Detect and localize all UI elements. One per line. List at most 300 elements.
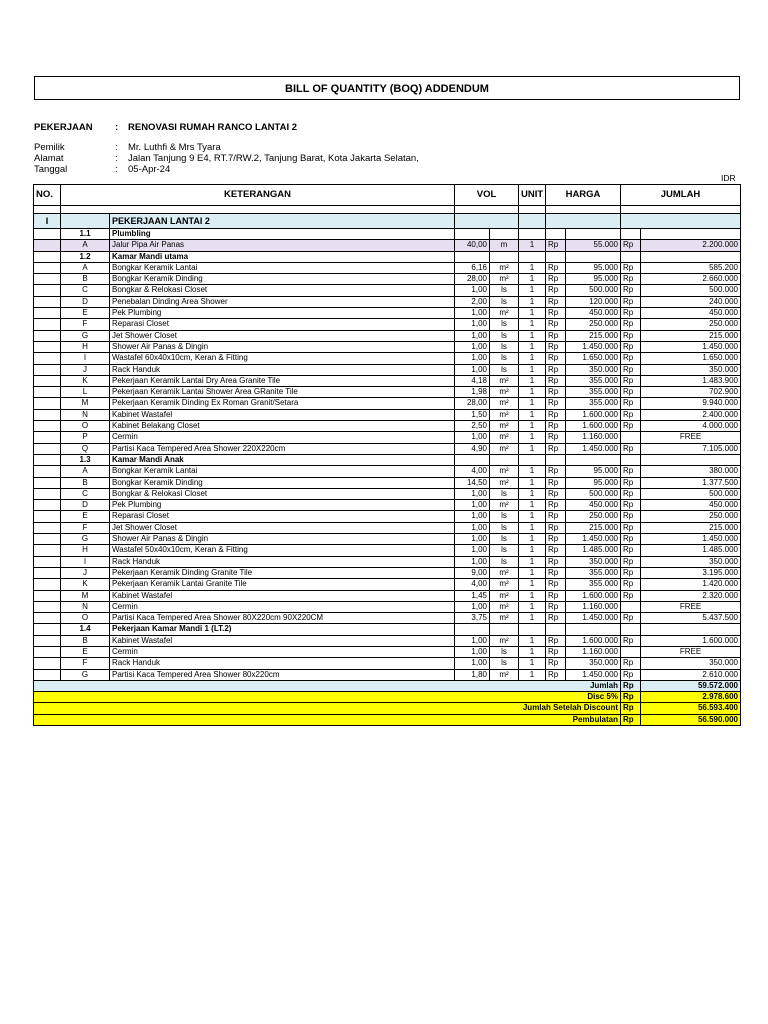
cell-empty <box>566 624 621 635</box>
item-description: Bongkar & Relokasi Closet <box>110 488 455 499</box>
group-row <box>34 624 741 635</box>
cell-empty <box>455 624 490 635</box>
cell-empty <box>34 353 61 364</box>
item-description: Pekerjaan Keramik Dinding Granite Tile <box>110 567 455 578</box>
item-volume: 4,00 <box>455 579 490 590</box>
table-row <box>34 545 741 556</box>
item-volume: 4,18 <box>455 375 490 386</box>
item-total-currency: Rp <box>621 466 641 477</box>
item-total: 250.000 <box>641 511 741 522</box>
item-description: Pekerjaan Keramik Lantai Granite Tile <box>110 579 455 590</box>
tanggal-label: Tanggal <box>34 164 68 175</box>
item-total-currency: Rp <box>621 477 641 488</box>
table-row <box>34 500 741 511</box>
item-price: 250.000 <box>566 511 621 522</box>
cell-empty <box>546 214 621 229</box>
item-total: 215.000 <box>641 522 741 533</box>
item-price: 55.000 <box>566 240 621 251</box>
item-price-currency: Rp <box>546 545 566 556</box>
cell-empty <box>455 214 519 229</box>
item-code: A <box>61 466 110 477</box>
header-no: NO. <box>34 185 61 206</box>
summary-row <box>34 680 741 691</box>
item-total: 2.610.000 <box>641 669 741 680</box>
item-unit: m² <box>490 398 519 409</box>
group-label: Pekerjaan Kamar Mandi 1 (LT.2) <box>110 624 455 635</box>
item-total-currency: Rp <box>621 262 641 273</box>
item-total: 380.000 <box>641 466 741 477</box>
cell-empty <box>34 511 61 522</box>
item-quantity: 1 <box>519 545 546 556</box>
item-total-currency: Rp <box>621 409 641 420</box>
item-price: 450.000 <box>566 500 621 511</box>
cell-empty <box>621 624 641 635</box>
item-price: 1.160.000 <box>566 646 621 657</box>
item-code: P <box>61 432 110 443</box>
item-price-currency: Rp <box>546 601 566 612</box>
cell-empty <box>641 229 741 240</box>
item-unit: m² <box>490 375 519 386</box>
cell-empty <box>641 454 741 465</box>
item-code: O <box>61 421 110 432</box>
item-unit: m² <box>490 500 519 511</box>
item-price-currency: Rp <box>546 488 566 499</box>
table-row <box>34 579 741 590</box>
item-volume: 1,45 <box>455 590 490 601</box>
pemilik-label: Pemilik <box>34 142 65 153</box>
item-quantity: 1 <box>519 319 546 330</box>
item-unit: m² <box>490 409 519 420</box>
item-total-currency: Rp <box>621 375 641 386</box>
item-volume: 2,00 <box>455 296 490 307</box>
header-jumlah: JUMLAH <box>621 185 741 206</box>
item-code: N <box>61 601 110 612</box>
item-unit: m² <box>490 590 519 601</box>
item-total: 2.660.000 <box>641 274 741 285</box>
item-price: 1.450.000 <box>566 443 621 454</box>
item-total-currency: Rp <box>621 534 641 545</box>
item-volume: 1,00 <box>455 556 490 567</box>
item-price: 95.000 <box>566 477 621 488</box>
item-volume: 28,00 <box>455 274 490 285</box>
cell-empty <box>34 646 61 657</box>
item-price-currency: Rp <box>546 500 566 511</box>
item-volume: 1,00 <box>455 364 490 375</box>
item-total-currency: Rp <box>621 669 641 680</box>
currency-label: IDR <box>721 173 736 183</box>
item-quantity: 1 <box>519 635 546 646</box>
table-body <box>34 206 741 726</box>
cell-empty <box>566 251 621 262</box>
cell-empty <box>455 454 490 465</box>
item-volume: 1,00 <box>455 488 490 499</box>
cell-empty <box>621 229 641 240</box>
cell-empty <box>566 454 621 465</box>
item-price-currency: Rp <box>546 341 566 352</box>
item-price-currency: Rp <box>546 443 566 454</box>
cell-empty <box>621 251 641 262</box>
cell-empty <box>641 251 741 262</box>
item-code: A <box>61 262 110 273</box>
item-price: 1.160.000 <box>566 601 621 612</box>
table-row <box>34 511 741 522</box>
cell-empty <box>34 669 61 680</box>
summary-value: 2.978.600 <box>641 692 741 703</box>
item-volume: 1,00 <box>455 646 490 657</box>
cell-empty <box>34 375 61 386</box>
cell-empty <box>61 206 455 214</box>
item-total-currency: Rp <box>621 545 641 556</box>
item-price-currency: Rp <box>546 556 566 567</box>
item-total: 350.000 <box>641 364 741 375</box>
item-quantity: 1 <box>519 341 546 352</box>
item-total-currency <box>621 646 641 657</box>
item-price: 95.000 <box>566 262 621 273</box>
item-quantity: 1 <box>519 296 546 307</box>
item-volume: 14,50 <box>455 477 490 488</box>
cell-empty <box>621 454 641 465</box>
item-unit: m² <box>490 308 519 319</box>
item-code: F <box>61 522 110 533</box>
alamat-label: Alamat <box>34 153 64 164</box>
item-price-currency: Rp <box>546 522 566 533</box>
cell-empty <box>34 522 61 533</box>
cell-empty <box>34 308 61 319</box>
cell-empty <box>621 214 741 229</box>
item-volume: 2,50 <box>455 421 490 432</box>
item-unit: m² <box>490 613 519 624</box>
group-number: 1.3 <box>61 454 110 465</box>
summary-row <box>34 692 741 703</box>
tanggal-colon: : <box>115 164 118 175</box>
item-unit: m² <box>490 477 519 488</box>
item-price-currency: Rp <box>546 646 566 657</box>
header-keterangan: KETERANGAN <box>61 185 455 206</box>
item-total-currency: Rp <box>621 590 641 601</box>
item-price-currency: Rp <box>546 567 566 578</box>
cell-empty <box>34 635 61 646</box>
summary-row <box>34 703 741 714</box>
item-total-currency: Rp <box>621 308 641 319</box>
table-row <box>34 353 741 364</box>
cell-empty <box>34 398 61 409</box>
item-price: 350.000 <box>566 556 621 567</box>
item-total: 350.000 <box>641 556 741 567</box>
cell-empty <box>34 534 61 545</box>
cell-empty <box>34 432 61 443</box>
item-total-currency: Rp <box>621 353 641 364</box>
cell-empty <box>34 251 61 262</box>
cell-empty <box>34 454 61 465</box>
item-code: G <box>61 534 110 545</box>
header-vol: VOL <box>455 185 519 206</box>
cell-empty <box>566 229 621 240</box>
spacer-row <box>34 206 741 214</box>
item-unit: m² <box>490 579 519 590</box>
pemilik-value: Mr. Luthfi & Mrs Tyara <box>128 142 221 153</box>
item-price-currency: Rp <box>546 635 566 646</box>
item-price: 1.160.000 <box>566 432 621 443</box>
item-price-currency: Rp <box>546 421 566 432</box>
item-code: H <box>61 545 110 556</box>
item-total: 7.105.000 <box>641 443 741 454</box>
item-quantity: 1 <box>519 477 546 488</box>
item-code: L <box>61 387 110 398</box>
cell-empty <box>455 206 519 214</box>
item-code: B <box>61 635 110 646</box>
item-total-currency <box>621 432 641 443</box>
item-total: 1.377.500 <box>641 477 741 488</box>
cell-empty <box>34 319 61 330</box>
cell-empty <box>34 545 61 556</box>
item-volume: 1,00 <box>455 500 490 511</box>
item-volume: 6,16 <box>455 262 490 273</box>
item-quantity: 1 <box>519 398 546 409</box>
item-price-currency: Rp <box>546 398 566 409</box>
summary-label: Jumlah Setelah Discount <box>34 703 621 714</box>
item-description: Rack Handuk <box>110 658 455 669</box>
item-description: Wastafel 60x40x10cm, Keran & Fitting <box>110 353 455 364</box>
item-total-currency: Rp <box>621 274 641 285</box>
cell-empty <box>519 454 546 465</box>
cell-empty <box>34 556 61 567</box>
item-price: 250.000 <box>566 319 621 330</box>
table-row <box>34 341 741 352</box>
group-number: 1.2 <box>61 251 110 262</box>
table-row <box>34 375 741 386</box>
cell-empty <box>34 624 61 635</box>
table-row <box>34 409 741 420</box>
item-total: FREE <box>641 432 741 443</box>
item-total: 350.000 <box>641 658 741 669</box>
item-quantity: 1 <box>519 658 546 669</box>
cell-empty <box>621 206 741 214</box>
item-total: 450.000 <box>641 308 741 319</box>
cell-empty <box>546 206 621 214</box>
item-code: I <box>61 556 110 567</box>
item-total: FREE <box>641 601 741 612</box>
item-unit: m² <box>490 421 519 432</box>
header-unit: UNIT <box>519 185 546 206</box>
item-code: N <box>61 409 110 420</box>
item-quantity: 1 <box>519 500 546 511</box>
table-row <box>34 669 741 680</box>
item-description: Pek Plumbing <box>110 308 455 319</box>
item-unit: m² <box>490 443 519 454</box>
item-unit: m² <box>490 567 519 578</box>
cell-empty <box>519 229 546 240</box>
item-quantity: 1 <box>519 669 546 680</box>
table-row <box>34 274 741 285</box>
cell-empty <box>34 613 61 624</box>
table-row <box>34 477 741 488</box>
item-unit: m² <box>490 669 519 680</box>
cell-empty <box>61 214 110 229</box>
item-code: F <box>61 658 110 669</box>
item-description: Penebalan Dinding Area Shower <box>110 296 455 307</box>
group-label: Kamar Mandi utama <box>110 251 455 262</box>
table-header <box>34 185 741 206</box>
item-unit: m² <box>490 262 519 273</box>
item-price-currency: Rp <box>546 477 566 488</box>
item-price: 355.000 <box>566 375 621 386</box>
item-unit: ls <box>490 319 519 330</box>
item-code: I <box>61 353 110 364</box>
item-total: 1.450.000 <box>641 341 741 352</box>
pekerjaan-label: PEKERJAAN <box>34 122 93 133</box>
summary-currency: Rp <box>621 692 641 703</box>
table-row <box>34 590 741 601</box>
cell-empty <box>34 229 61 240</box>
item-quantity: 1 <box>519 364 546 375</box>
item-total: 1.450.000 <box>641 534 741 545</box>
item-price-currency: Rp <box>546 319 566 330</box>
item-total-currency: Rp <box>621 285 641 296</box>
item-total-currency: Rp <box>621 240 641 251</box>
item-description: Kabinet Wastafel <box>110 409 455 420</box>
item-total: 2.320.000 <box>641 590 741 601</box>
item-total: 9.940.000 <box>641 398 741 409</box>
item-volume: 4,90 <box>455 443 490 454</box>
cell-empty <box>34 443 61 454</box>
cell-empty <box>34 466 61 477</box>
item-volume: 1,00 <box>455 511 490 522</box>
group-label: Kamar Mandi Anak <box>110 454 455 465</box>
item-code: M <box>61 590 110 601</box>
table-row <box>34 635 741 646</box>
item-quantity: 1 <box>519 421 546 432</box>
item-unit: m² <box>490 601 519 612</box>
cell-empty <box>519 624 546 635</box>
item-volume: 3,75 <box>455 613 490 624</box>
item-description: Pekerjaan Keramik Dinding Ex Roman Granit/Setara <box>110 398 455 409</box>
item-code: A <box>61 240 110 251</box>
item-total: 1.485.000 <box>641 545 741 556</box>
item-volume: 1,00 <box>455 353 490 364</box>
table-row <box>34 658 741 669</box>
item-code: J <box>61 567 110 578</box>
item-quantity: 1 <box>519 285 546 296</box>
summary-label: Disc 5% <box>34 692 621 703</box>
item-quantity: 1 <box>519 409 546 420</box>
item-description: Rack Handuk <box>110 364 455 375</box>
table-row <box>34 613 741 624</box>
item-price: 1.600.000 <box>566 421 621 432</box>
item-unit: ls <box>490 341 519 352</box>
item-code: C <box>61 488 110 499</box>
cell-empty <box>34 206 61 214</box>
group-row <box>34 454 741 465</box>
cell-empty <box>490 624 519 635</box>
item-total-currency: Rp <box>621 488 641 499</box>
item-total-currency: Rp <box>621 330 641 341</box>
item-volume: 1,00 <box>455 319 490 330</box>
item-unit: m² <box>490 432 519 443</box>
item-total: 1.600.000 <box>641 635 741 646</box>
item-price: 355.000 <box>566 567 621 578</box>
item-price: 95.000 <box>566 274 621 285</box>
item-total-currency: Rp <box>621 579 641 590</box>
item-price: 500.000 <box>566 285 621 296</box>
item-code: E <box>61 308 110 319</box>
item-total: 2.400.000 <box>641 409 741 420</box>
cell-empty <box>34 296 61 307</box>
item-code: C <box>61 285 110 296</box>
item-code: J <box>61 364 110 375</box>
summary-label: Pembulatan <box>34 714 621 725</box>
item-description: Reparasi Closet <box>110 319 455 330</box>
item-volume: 1,00 <box>455 601 490 612</box>
item-code: K <box>61 375 110 386</box>
item-total-currency: Rp <box>621 567 641 578</box>
item-description: Reparasi Closet <box>110 511 455 522</box>
item-unit: ls <box>490 364 519 375</box>
item-price-currency: Rp <box>546 579 566 590</box>
item-total: 5.437.500 <box>641 613 741 624</box>
pemilik-colon: : <box>115 142 118 153</box>
item-unit: ls <box>490 545 519 556</box>
item-total-currency: Rp <box>621 613 641 624</box>
item-description: Kabinet Wastafel <box>110 635 455 646</box>
item-volume: 1,00 <box>455 545 490 556</box>
table-row <box>34 330 741 341</box>
group-row <box>34 251 741 262</box>
table-row <box>34 432 741 443</box>
item-price: 1.450.000 <box>566 669 621 680</box>
item-volume: 1,98 <box>455 387 490 398</box>
item-description: Bongkar Keramik Lantai <box>110 466 455 477</box>
item-total: 4.000.000 <box>641 421 741 432</box>
cell-empty <box>34 421 61 432</box>
item-total-currency: Rp <box>621 421 641 432</box>
cell-empty <box>641 624 741 635</box>
cell-empty <box>34 488 61 499</box>
item-quantity: 1 <box>519 511 546 522</box>
item-total-currency <box>621 601 641 612</box>
item-volume: 1,00 <box>455 522 490 533</box>
item-price: 95.000 <box>566 466 621 477</box>
cell-empty <box>34 601 61 612</box>
cell-empty <box>34 274 61 285</box>
item-total-currency: Rp <box>621 635 641 646</box>
item-quantity: 1 <box>519 466 546 477</box>
tanggal-value: 05-Apr-24 <box>128 164 171 175</box>
item-code: G <box>61 669 110 680</box>
item-price-currency: Rp <box>546 658 566 669</box>
item-description: Jet Shower Closet <box>110 522 455 533</box>
item-total: 500.000 <box>641 285 741 296</box>
item-price: 1.450.000 <box>566 613 621 624</box>
item-volume: 28,00 <box>455 398 490 409</box>
item-description: Partisi Kaca Tempered Area Shower 80X220cm 90X220CM <box>110 613 455 624</box>
item-quantity: 1 <box>519 443 546 454</box>
item-price: 355.000 <box>566 398 621 409</box>
cell-empty <box>34 500 61 511</box>
item-code: E <box>61 511 110 522</box>
item-unit: m² <box>490 387 519 398</box>
item-quantity: 1 <box>519 646 546 657</box>
table-row <box>34 567 741 578</box>
item-quantity: 1 <box>519 308 546 319</box>
item-total: 1.650.000 <box>641 353 741 364</box>
item-code: E <box>61 646 110 657</box>
item-description: Bongkar Keramik Dinding <box>110 274 455 285</box>
alamat-colon: : <box>115 153 118 164</box>
item-volume: 1,50 <box>455 409 490 420</box>
item-description: Shower Air Panas & Dingin <box>110 534 455 545</box>
item-volume: 40,00 <box>455 240 490 251</box>
item-price-currency: Rp <box>546 387 566 398</box>
